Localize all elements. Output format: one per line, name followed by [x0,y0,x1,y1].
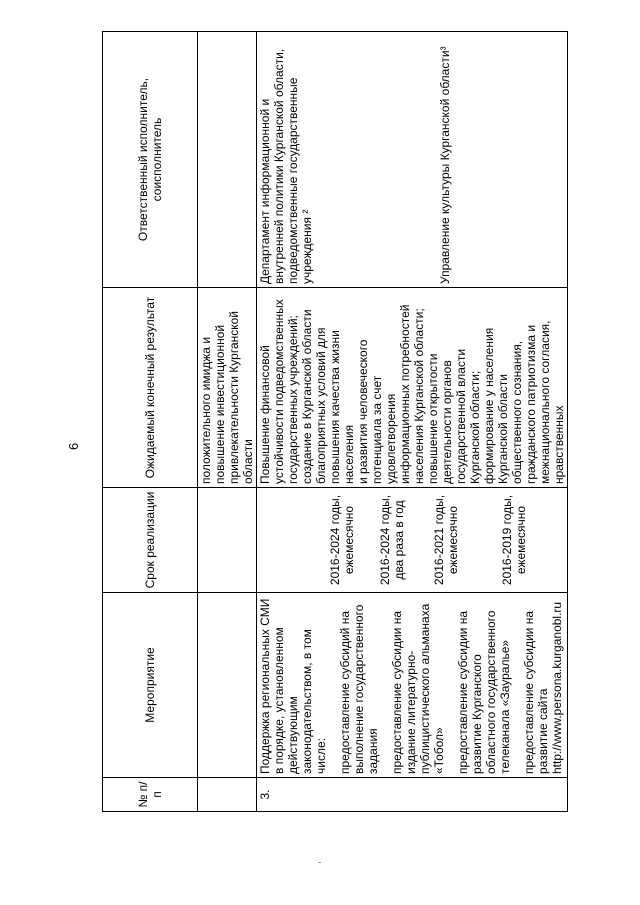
result-cell [257,288,568,488]
executor-cell [257,32,568,288]
page-number: 6 [66,442,81,450]
continuation-row [198,32,257,812]
result-line-4: повышение открытости деятельности органов государственной власти Курганской области; [426,348,482,484]
event-cell [257,593,568,778]
continuation-result: положительного имиджа и повышение инвестиционной привлекательности Курганской области [198,288,257,488]
table-header-row [103,32,198,812]
header-executor: Ответственный исполнитель, соисполнитель [103,32,198,288]
table-row-3 [257,32,568,812]
header-event: Мероприятие [103,593,198,778]
header-result: Ожидаемый конечный результат [103,288,198,488]
scan-artifact [318,862,321,863]
rotated-table-wrapper [102,32,612,812]
term-cell [257,488,568,593]
result-line-5: формирование у населения Курганской области общественного сознания, гражданского патриотизма и межнационального согласия, нравственных [482,320,566,484]
executor-1: Департамент информационной и внутренней политики Курганской области, подведомственные государственные учреждения ² [258,48,314,284]
result-line-3: и развития человеческого потенциала за счет удовлетворения информационных потребностей населения Курганской области; [356,304,426,484]
term-2: 2016-2024 годы, два раза в год [378,494,406,586]
result-line-2: создание в Курганской области благоприятных условий для повышения качества жизни населения [300,309,356,484]
executor-2: Управление культуры Курганской области³ [438,46,452,284]
result-line-1: Повышение финансовой устойчивости подведомственных государственных учреждений; [258,299,300,484]
term-4: 2016-2019 годы, ежемесячно [500,494,528,586]
row-number: 3. [257,778,568,812]
term-1: 2016-2024 годы, ежемесячно [328,494,356,586]
measures-table [102,31,568,812]
term-3: 2016-2021 годы, ежемесячно [432,494,460,586]
event-subitem-4: предоставление субсидии на развитие сайта http://www.persona.kurganobl.ru [522,601,564,774]
event-subitem-2: предоставление субсидии на издание литературно-публицистического альманаха «Тобол» [390,603,446,774]
event-subitem-3: предоставление субсидии на развитие Курганского областного государственного телеканала «Зауралье» [456,610,512,774]
event-subitem-1: предоставление субсидий на выполнение государственного задания [338,604,380,774]
header-term: Срок реализации [103,488,198,593]
header-num: № п/п [103,778,198,812]
event-intro: Поддержка региональных СМИ в порядке, установленном действующим законодательством, в том числе: [258,598,328,774]
